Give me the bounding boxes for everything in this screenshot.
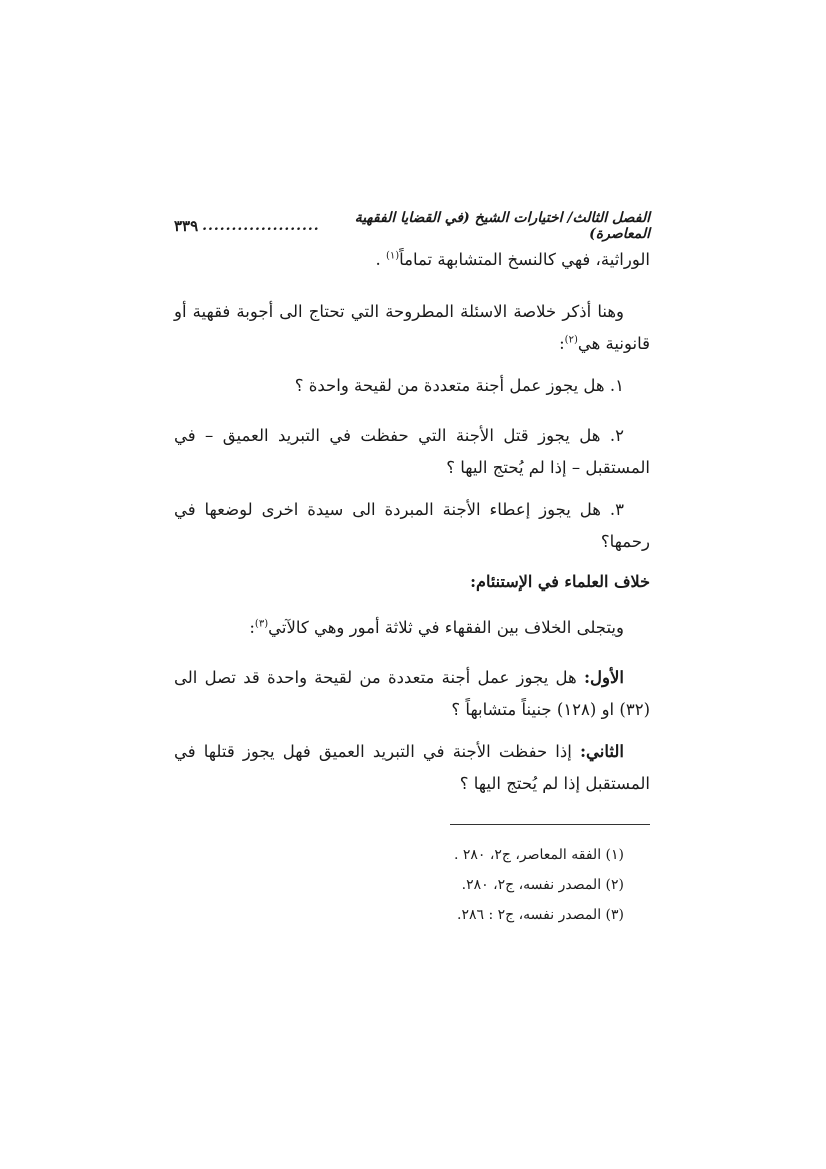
header-title: الفصل الثالث/ اختيارات الشيخ (في القضايا الفقهية المعاصرة)	[354, 210, 650, 242]
section-intro-end: :	[249, 618, 255, 637]
second-point	[174, 736, 650, 800]
running-header	[174, 212, 650, 240]
paragraph-1-text: الوراثية، فهي كالنسخ المتشابهة تماماً	[399, 250, 650, 269]
footnote-ref-1[interactable]: (١)	[385, 250, 400, 262]
page-number: ٣٣٩	[174, 217, 199, 235]
paragraph-2-end: :	[559, 334, 565, 353]
paragraph-1-end: .	[375, 250, 386, 269]
question-3-text: ٣. هل يجوز إعطاء الأجنة المبردة الى سيدة اخرى لوضعها في رحمها؟	[174, 500, 650, 551]
section-intro-text: ويتجلى الخلاف بين الفقهاء في ثلاثة أمور وهي كالآتي	[268, 618, 624, 637]
section-heading-text: خلاف العلماء في الإستنئام:	[470, 572, 650, 591]
second-point-text: إذا حفظت الأجنة في التبريد العميق فهل يجوز قتلها في المستقبل إذا لم يُحتج اليها ؟	[174, 742, 650, 793]
question-3	[174, 494, 650, 558]
paragraph-1	[174, 244, 650, 276]
question-1-text: ١. هل يجوز عمل أجنة متعددة من لقيحة واحدة ؟	[294, 376, 624, 395]
footnote-separator	[450, 824, 650, 825]
footnote-ref-3[interactable]: (٣)	[254, 618, 269, 630]
first-point-label: الأول:	[583, 668, 624, 687]
footnote-2: (٢) المصدر نفسه، ج٢، ٢٨٠.	[461, 877, 624, 893]
footnote-ref-2[interactable]: (٢)	[564, 334, 578, 346]
section-intro	[174, 612, 650, 644]
section-heading	[174, 566, 650, 598]
footnote-3: (٣) المصدر نفسه، ج٢ : ٢٨٦.	[456, 907, 624, 923]
question-2	[174, 420, 650, 484]
paragraph-2-text: وهنا أذكر خلاصة الاسئلة المطروحة التي تحتاج الى أجوبة فقهية أو قانونية هي	[174, 302, 650, 353]
first-point	[174, 662, 650, 726]
second-point-label: الثاني:	[579, 742, 624, 761]
footnote-1: (١) الفقه المعاصر، ج٢، ٢٨٠ .	[453, 847, 624, 863]
first-point-text: هل يجوز عمل أجنة متعددة من لقيحة واحدة قد تصل الى (٣٢) او (١٢٨) جنيناً متشابهاً ؟	[174, 668, 650, 719]
question-1	[174, 370, 650, 402]
header-leader-dots: ....................	[202, 218, 320, 234]
question-2-text: ٢. هل يجوز قتل الأجنة التي حفظت في التبريد العميق – في المستقبل – إذا لم يُحتج اليها ؟	[174, 426, 650, 477]
paragraph-2	[174, 296, 650, 360]
footnotes	[174, 840, 650, 930]
